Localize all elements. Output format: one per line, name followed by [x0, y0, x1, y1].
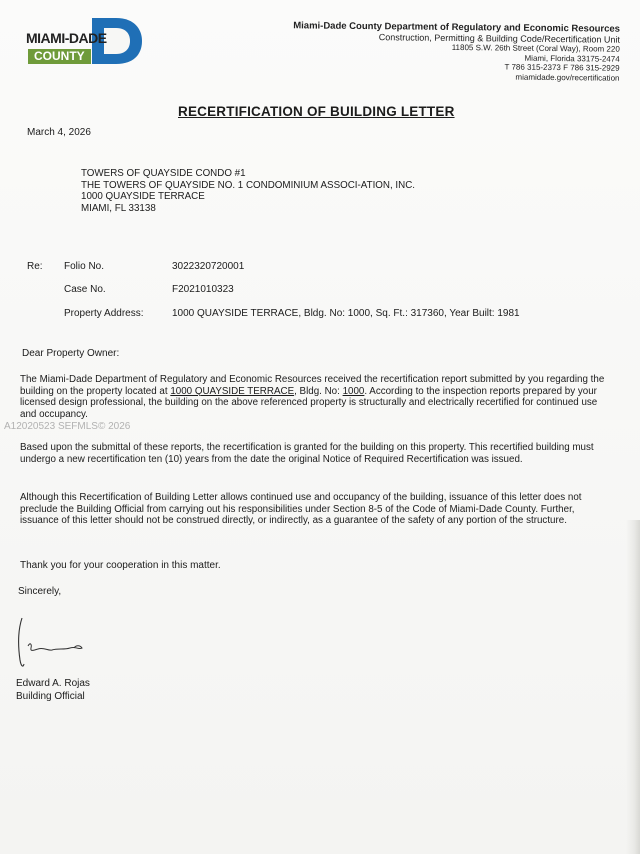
letter-title: RECERTIFICATION OF BUILDING LETTER [178, 104, 455, 119]
paragraph-1-text-b: , Bldg. No: [294, 385, 343, 397]
thanks-line: Thank you for your cooperation in this matter. [20, 560, 221, 571]
logo-county-text: COUNTY [28, 49, 91, 64]
phone-fax: T 786 315-2373 F 786 315-2929 [504, 62, 620, 73]
recipient-line-1: TOWERS OF QUAYSIDE CONDO #1 [81, 168, 246, 179]
folio-label: Folio No. [64, 261, 105, 272]
paragraph-1-text-c: . According to the inspection reports prepared by your licensed design professional, the building on the above referenced property is structurally and electrically recertified for continued use and occupancy. [20, 385, 598, 420]
website: miamidade.gov/recertification [515, 72, 620, 83]
closing: Sincerely, [18, 586, 62, 597]
property-value: 1000 QUAYSIDE TERRACE, Bldg. No: 1000, Sq. Ft.: 317360, Year Built: 1981 [172, 308, 520, 319]
address-line-1: 11805 S.W. 26th Street (Coral Way), Room 220 [451, 42, 621, 54]
case-value: F2021010323 [172, 284, 234, 295]
paragraph-1-text-a: The Miami-Dade Department of Regulatory and Economic Resources received the recertification report submitted by you regarding the building on the property located at [20, 374, 605, 397]
address-line-2: Miami, Florida 33175-2474 [524, 53, 620, 64]
recipient-line-3: 1000 QUAYSIDE TERRACE [81, 191, 205, 202]
recipient-line-4: MIAMI, FL 33138 [81, 202, 156, 214]
logo-top-text: MIAMI-DADE [26, 30, 107, 46]
recipient-address [81, 168, 415, 214]
unit-name: Construction, Permitting & Building Code/Recertification Unit [378, 32, 621, 45]
signature-image [14, 612, 94, 672]
letter-date: March 4, 2026 [27, 127, 91, 138]
paragraph-3: Although this Recertification of Building Letter allows continued use and occupancy of the building, issuance of this letter does not preclude the Building Official from carrying out his responsibilities under Section 8-5 of the Code of Miami-Dade County. Further, issuance of this letter should not be construed directly, or indirectly, as a guarantee of the safety of any portion of the structure. [20, 492, 582, 526]
signer-name: Edward A. Rojas [16, 678, 90, 689]
re-label: Re: [27, 261, 43, 272]
signer-block [16, 677, 90, 703]
paragraph-1 [20, 374, 610, 420]
folio-value: 3022320720001 [172, 261, 245, 272]
miami-dade-logo [26, 14, 136, 68]
recipient-line-2: THE TOWERS OF QUAYSIDE NO. 1 CONDOMINIUM ASSOCI-ATION, INC. [81, 179, 416, 191]
paragraph-1-address: 1000 QUAYSIDE TERRACE [170, 385, 295, 397]
signer-title: Building Official [16, 691, 85, 702]
property-label: Property Address: [64, 308, 144, 319]
paragraph-2: Based upon the submittal of these reports, the recertification is granted for the building on this property. This recertified building must undergo a new recertification ten (10) years from the date the original Notice of Required Recertification was issued. [20, 442, 594, 465]
case-label: Case No. [64, 284, 106, 295]
letterhead [293, 20, 620, 82]
mls-watermark: A12020523 SEFMLS© 2026 [4, 421, 131, 432]
department-name: Miami-Dade County Department of Regulatory and Economic Resources [293, 20, 621, 35]
page-edge-shadow [626, 520, 640, 854]
salutation: Dear Property Owner: [22, 348, 120, 359]
paragraph-1-bldg: 1000 [342, 385, 365, 397]
